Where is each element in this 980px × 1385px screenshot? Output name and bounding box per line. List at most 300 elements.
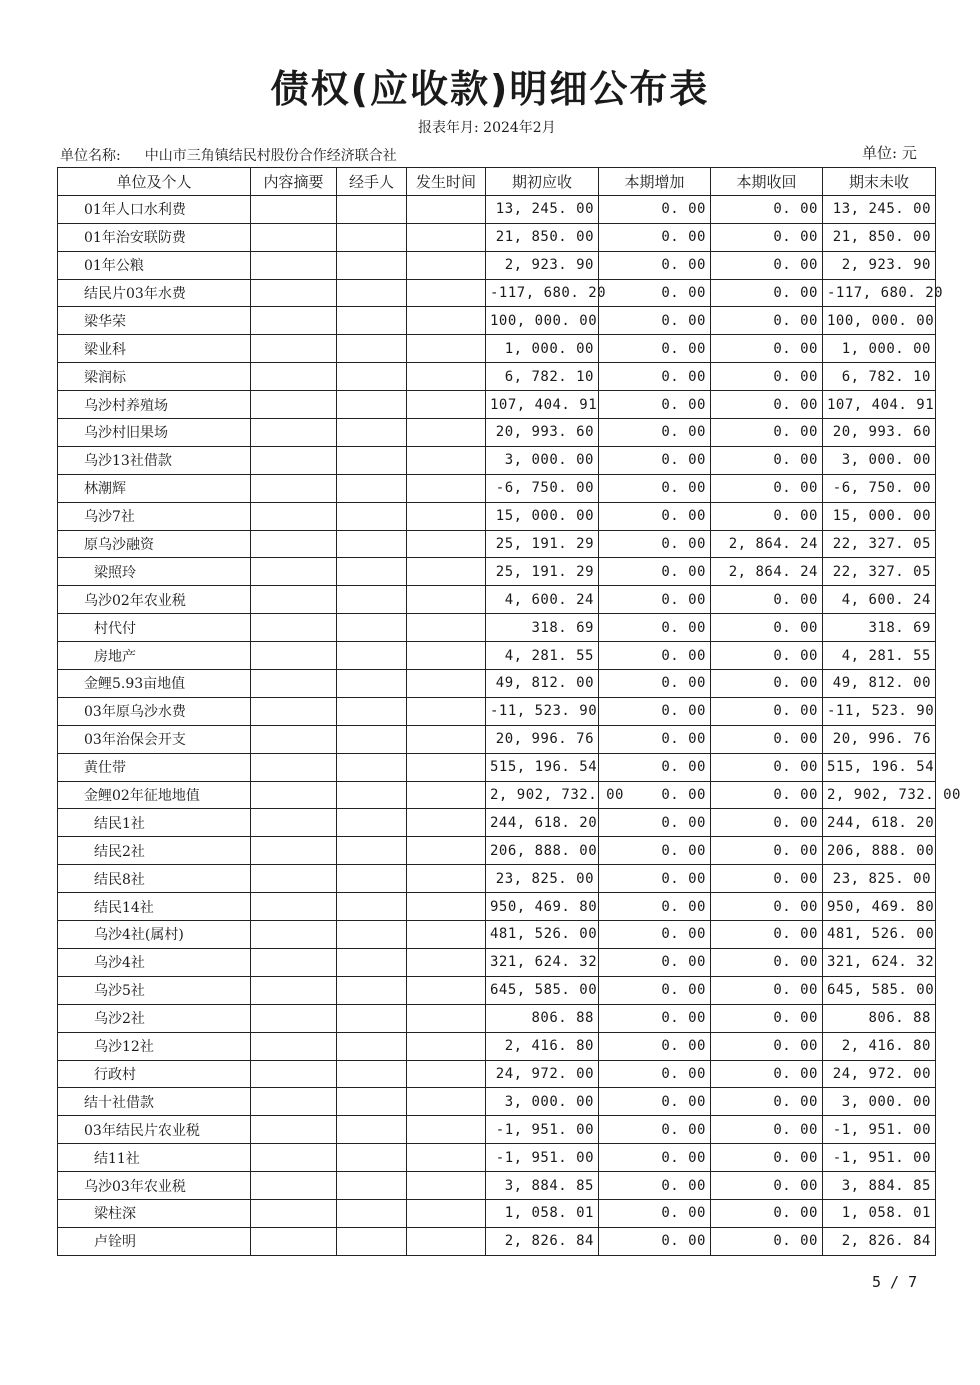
row-increase-cell: 0. 00	[599, 195, 711, 223]
row-time-cell	[407, 809, 486, 837]
table-row	[58, 837, 936, 865]
row-summary-cell	[251, 1060, 337, 1088]
row-opening-cell: 15, 000. 00	[486, 502, 599, 530]
row-closing-cell: 1, 000. 00	[823, 335, 936, 363]
row-opening-cell: 4, 600. 24	[486, 586, 599, 614]
row-handler-cell	[337, 223, 407, 251]
row-handler-cell	[337, 446, 407, 474]
row-handler-cell	[337, 335, 407, 363]
row-recovered-cell: 0. 00	[711, 893, 823, 921]
table-row	[58, 1172, 936, 1200]
row-recovered-cell: 2, 864. 24	[711, 558, 823, 586]
row-opening-cell: 20, 996. 76	[486, 725, 599, 753]
row-increase-cell: 0. 00	[599, 586, 711, 614]
row-name-cell: 03年原乌沙水费	[58, 697, 251, 725]
row-closing-cell: 49, 812. 00	[823, 670, 936, 698]
row-name-cell: 乌沙2社	[58, 1004, 251, 1032]
row-closing-cell: 1, 058. 01	[823, 1199, 936, 1227]
row-handler-cell	[337, 474, 407, 502]
row-increase-cell: 0. 00	[599, 1088, 711, 1116]
row-recovered-cell: 0. 00	[711, 1199, 823, 1227]
row-handler-cell	[337, 893, 407, 921]
row-name-cell: 乌沙村旧果场	[58, 419, 251, 447]
row-recovered-cell: 0. 00	[711, 502, 823, 530]
row-handler-cell	[337, 781, 407, 809]
row-increase-cell: 0. 00	[599, 1004, 711, 1032]
row-summary-cell	[251, 865, 337, 893]
row-increase-cell: 0. 00	[599, 223, 711, 251]
table-row	[58, 781, 936, 809]
row-time-cell	[407, 1227, 486, 1255]
row-increase-cell: 0. 00	[599, 1116, 711, 1144]
row-summary-cell	[251, 1116, 337, 1144]
row-handler-cell	[337, 976, 407, 1004]
row-closing-cell: 2, 902, 732. 00	[823, 781, 936, 809]
row-handler-cell	[337, 642, 407, 670]
column-header: 本期收回	[711, 168, 823, 196]
row-closing-cell: 806. 88	[823, 1004, 936, 1032]
row-handler-cell	[337, 279, 407, 307]
row-opening-cell: 2, 826. 84	[486, 1227, 599, 1255]
row-closing-cell: 645, 585. 00	[823, 976, 936, 1004]
row-opening-cell: 2, 902, 732. 00	[486, 781, 599, 809]
row-opening-cell: -1, 951. 00	[486, 1144, 599, 1172]
row-increase-cell: 0. 00	[599, 1060, 711, 1088]
row-summary-cell	[251, 614, 337, 642]
table-row	[58, 391, 936, 419]
table-row	[58, 195, 936, 223]
row-opening-cell: 25, 191. 29	[486, 558, 599, 586]
row-recovered-cell: 0. 00	[711, 725, 823, 753]
row-summary-cell	[251, 307, 337, 335]
row-name-cell: 结民片03年水费	[58, 279, 251, 307]
row-increase-cell: 0. 00	[599, 1227, 711, 1255]
row-opening-cell: 515, 196. 54	[486, 753, 599, 781]
row-increase-cell: 0. 00	[599, 1144, 711, 1172]
table-row	[58, 1004, 936, 1032]
row-recovered-cell: 0. 00	[711, 1004, 823, 1032]
row-recovered-cell: 0. 00	[711, 223, 823, 251]
table-row	[58, 642, 936, 670]
row-recovered-cell: 0. 00	[711, 837, 823, 865]
row-opening-cell: 23, 825. 00	[486, 865, 599, 893]
table-row	[58, 335, 936, 363]
row-opening-cell: 100, 000. 00	[486, 307, 599, 335]
row-recovered-cell: 0. 00	[711, 697, 823, 725]
page-title: 债权(应收款)明细公布表	[270, 67, 710, 111]
row-handler-cell	[337, 502, 407, 530]
row-increase-cell: 0. 00	[599, 307, 711, 335]
row-recovered-cell: 2, 864. 24	[711, 530, 823, 558]
row-name-cell: 乌沙村养殖场	[58, 391, 251, 419]
row-closing-cell: 4, 281. 55	[823, 642, 936, 670]
row-name-cell: 梁业科	[58, 335, 251, 363]
row-recovered-cell: 0. 00	[711, 753, 823, 781]
row-recovered-cell: 0. 00	[711, 391, 823, 419]
row-closing-cell: 23, 825. 00	[823, 865, 936, 893]
row-handler-cell	[337, 1060, 407, 1088]
row-opening-cell: -6, 750. 00	[486, 474, 599, 502]
row-increase-cell: 0. 00	[599, 446, 711, 474]
row-recovered-cell: 0. 00	[711, 865, 823, 893]
row-time-cell	[407, 642, 486, 670]
table-row	[58, 1088, 936, 1116]
row-handler-cell	[337, 251, 407, 279]
table-row	[58, 670, 936, 698]
row-handler-cell	[337, 1004, 407, 1032]
row-increase-cell: 0. 00	[599, 725, 711, 753]
row-closing-cell: 100, 000. 00	[823, 307, 936, 335]
row-summary-cell	[251, 642, 337, 670]
row-name-cell: 金鲤02年征地地值	[58, 781, 251, 809]
row-closing-cell: -6, 750. 00	[823, 474, 936, 502]
row-time-cell	[407, 586, 486, 614]
row-recovered-cell: 0. 00	[711, 1088, 823, 1116]
column-header: 发生时间	[407, 168, 486, 196]
table-row	[58, 419, 936, 447]
row-handler-cell	[337, 837, 407, 865]
row-increase-cell: 0. 00	[599, 279, 711, 307]
row-recovered-cell: 0. 00	[711, 921, 823, 949]
row-summary-cell	[251, 670, 337, 698]
row-summary-cell	[251, 893, 337, 921]
row-closing-cell: 318. 69	[823, 614, 936, 642]
row-time-cell	[407, 307, 486, 335]
row-time-cell	[407, 474, 486, 502]
row-time-cell	[407, 446, 486, 474]
row-handler-cell	[337, 921, 407, 949]
row-summary-cell	[251, 530, 337, 558]
row-opening-cell: 2, 923. 90	[486, 251, 599, 279]
table-row	[58, 1032, 936, 1060]
row-opening-cell: 806. 88	[486, 1004, 599, 1032]
row-closing-cell: 321, 624. 32	[823, 948, 936, 976]
row-recovered-cell: 0. 00	[711, 614, 823, 642]
row-recovered-cell: 0. 00	[711, 307, 823, 335]
row-summary-cell	[251, 335, 337, 363]
row-name-cell: 房地产	[58, 642, 251, 670]
row-name-cell: 乌沙03年农业税	[58, 1172, 251, 1200]
row-closing-cell: 22, 327. 05	[823, 558, 936, 586]
row-recovered-cell: 0. 00	[711, 1032, 823, 1060]
row-handler-cell	[337, 614, 407, 642]
table-row	[58, 948, 936, 976]
row-handler-cell	[337, 753, 407, 781]
report-date: 报表年月: 2024年2月	[418, 120, 556, 136]
table-row	[58, 697, 936, 725]
row-opening-cell: 49, 812. 00	[486, 670, 599, 698]
row-handler-cell	[337, 391, 407, 419]
row-name-cell: 01年公粮	[58, 251, 251, 279]
row-closing-cell: 20, 996. 76	[823, 725, 936, 753]
row-increase-cell: 0. 00	[599, 419, 711, 447]
row-summary-cell	[251, 781, 337, 809]
row-time-cell	[407, 1032, 486, 1060]
row-time-cell	[407, 502, 486, 530]
row-summary-cell	[251, 1088, 337, 1116]
row-increase-cell: 0. 00	[599, 809, 711, 837]
row-recovered-cell: 0. 00	[711, 642, 823, 670]
row-closing-cell: 2, 416. 80	[823, 1032, 936, 1060]
row-increase-cell: 0. 00	[599, 948, 711, 976]
row-name-cell: 乌沙02年农业税	[58, 586, 251, 614]
row-closing-cell: 515, 196. 54	[823, 753, 936, 781]
row-handler-cell	[337, 586, 407, 614]
row-opening-cell: 24, 972. 00	[486, 1060, 599, 1088]
row-opening-cell: -1, 951. 00	[486, 1116, 599, 1144]
row-increase-cell: 0. 00	[599, 474, 711, 502]
row-increase-cell: 0. 00	[599, 837, 711, 865]
row-recovered-cell: 0. 00	[711, 335, 823, 363]
row-opening-cell: 244, 618. 20	[486, 809, 599, 837]
row-closing-cell: 6, 782. 10	[823, 363, 936, 391]
row-name-cell: 原乌沙融资	[58, 530, 251, 558]
row-increase-cell: 0. 00	[599, 893, 711, 921]
row-closing-cell: -117, 680. 20	[823, 279, 936, 307]
row-name-cell: 结十社借款	[58, 1088, 251, 1116]
row-name-cell: 乌沙4社(属村)	[58, 921, 251, 949]
row-closing-cell: 481, 526. 00	[823, 921, 936, 949]
row-increase-cell: 0. 00	[599, 1172, 711, 1200]
row-name-cell: 乌沙13社借款	[58, 446, 251, 474]
row-time-cell	[407, 670, 486, 698]
row-time-cell	[407, 837, 486, 865]
row-recovered-cell: 0. 00	[711, 1144, 823, 1172]
row-handler-cell	[337, 865, 407, 893]
row-closing-cell: 4, 600. 24	[823, 586, 936, 614]
row-closing-cell: 2, 923. 90	[823, 251, 936, 279]
row-summary-cell	[251, 474, 337, 502]
row-closing-cell: 3, 000. 00	[823, 446, 936, 474]
row-summary-cell	[251, 558, 337, 586]
table-row	[58, 530, 936, 558]
row-increase-cell: 0. 00	[599, 335, 711, 363]
row-recovered-cell: 0. 00	[711, 809, 823, 837]
table-row	[58, 1199, 936, 1227]
row-name-cell: 金鲤5.93亩地值	[58, 670, 251, 698]
table-row	[58, 474, 936, 502]
row-summary-cell	[251, 1004, 337, 1032]
row-summary-cell	[251, 697, 337, 725]
row-handler-cell	[337, 1032, 407, 1060]
row-closing-cell: 107, 404. 91	[823, 391, 936, 419]
row-recovered-cell: 0. 00	[711, 446, 823, 474]
row-summary-cell	[251, 586, 337, 614]
row-name-cell: 01年治安联防费	[58, 223, 251, 251]
row-time-cell	[407, 530, 486, 558]
row-name-cell: 乌沙7社	[58, 502, 251, 530]
row-recovered-cell: 0. 00	[711, 948, 823, 976]
row-time-cell	[407, 195, 486, 223]
row-name-cell: 卢铨明	[58, 1227, 251, 1255]
row-summary-cell	[251, 1144, 337, 1172]
row-increase-cell: 0. 00	[599, 363, 711, 391]
row-name-cell: 梁柱深	[58, 1199, 251, 1227]
row-name-cell: 结民2社	[58, 837, 251, 865]
row-opening-cell: 3, 000. 00	[486, 446, 599, 474]
row-time-cell	[407, 893, 486, 921]
table-row	[58, 558, 936, 586]
table-row	[58, 223, 936, 251]
row-time-cell	[407, 1060, 486, 1088]
row-recovered-cell: 0. 00	[711, 1227, 823, 1255]
row-increase-cell: 0. 00	[599, 976, 711, 1004]
row-name-cell: 乌沙4社	[58, 948, 251, 976]
row-name-cell: 结11社	[58, 1144, 251, 1172]
row-increase-cell: 0. 00	[599, 530, 711, 558]
row-time-cell	[407, 1199, 486, 1227]
row-handler-cell	[337, 1116, 407, 1144]
row-closing-cell: 21, 850. 00	[823, 223, 936, 251]
row-recovered-cell: 0. 00	[711, 363, 823, 391]
row-recovered-cell: 0. 00	[711, 1060, 823, 1088]
row-closing-cell: 950, 469. 80	[823, 893, 936, 921]
row-opening-cell: 3, 000. 00	[486, 1088, 599, 1116]
row-opening-cell: 107, 404. 91	[486, 391, 599, 419]
row-time-cell	[407, 1088, 486, 1116]
row-handler-cell	[337, 1227, 407, 1255]
row-closing-cell: 15, 000. 00	[823, 502, 936, 530]
row-opening-cell: -117, 680. 20	[486, 279, 599, 307]
row-opening-cell: -11, 523. 90	[486, 697, 599, 725]
row-closing-cell: 13, 245. 00	[823, 195, 936, 223]
row-summary-cell	[251, 279, 337, 307]
row-opening-cell: 25, 191. 29	[486, 530, 599, 558]
row-recovered-cell: 0. 00	[711, 251, 823, 279]
row-handler-cell	[337, 307, 407, 335]
column-header: 内容摘要	[251, 168, 337, 196]
table-row	[58, 809, 936, 837]
row-name-cell: 行政村	[58, 1060, 251, 1088]
row-summary-cell	[251, 1227, 337, 1255]
row-closing-cell: 244, 618. 20	[823, 809, 936, 837]
row-recovered-cell: 0. 00	[711, 670, 823, 698]
row-time-cell	[407, 921, 486, 949]
table-row	[58, 1227, 936, 1255]
row-increase-cell: 0. 00	[599, 670, 711, 698]
row-summary-cell	[251, 223, 337, 251]
table-row	[58, 363, 936, 391]
row-opening-cell: 2, 416. 80	[486, 1032, 599, 1060]
row-opening-cell: 206, 888. 00	[486, 837, 599, 865]
row-increase-cell: 0. 00	[599, 614, 711, 642]
table-row	[58, 893, 936, 921]
row-closing-cell: 206, 888. 00	[823, 837, 936, 865]
row-time-cell	[407, 558, 486, 586]
row-name-cell: 梁照玲	[58, 558, 251, 586]
table-row	[58, 446, 936, 474]
row-recovered-cell: 0. 00	[711, 279, 823, 307]
row-name-cell: 结民14社	[58, 893, 251, 921]
row-closing-cell: 2, 826. 84	[823, 1227, 936, 1255]
row-time-cell	[407, 948, 486, 976]
row-opening-cell: 13, 245. 00	[486, 195, 599, 223]
row-recovered-cell: 0. 00	[711, 586, 823, 614]
row-increase-cell: 0. 00	[599, 921, 711, 949]
row-time-cell	[407, 697, 486, 725]
column-header: 经手人	[337, 168, 407, 196]
row-name-cell: 03年结民片农业税	[58, 1116, 251, 1144]
row-opening-cell: 4, 281. 55	[486, 642, 599, 670]
row-opening-cell: 3, 884. 85	[486, 1172, 599, 1200]
column-header: 本期增加	[599, 168, 711, 196]
table-row	[58, 725, 936, 753]
row-recovered-cell: 0. 00	[711, 1116, 823, 1144]
row-opening-cell: 6, 782. 10	[486, 363, 599, 391]
row-time-cell	[407, 976, 486, 1004]
row-summary-cell	[251, 391, 337, 419]
row-handler-cell	[337, 1144, 407, 1172]
row-time-cell	[407, 753, 486, 781]
row-time-cell	[407, 1144, 486, 1172]
unit-name	[60, 145, 397, 165]
row-time-cell	[407, 1004, 486, 1032]
column-header: 期末未收	[823, 168, 936, 196]
row-time-cell	[407, 1116, 486, 1144]
row-handler-cell	[337, 809, 407, 837]
row-name-cell: 01年人口水利费	[58, 195, 251, 223]
unit-name-label: 单位名称:	[60, 148, 121, 164]
row-name-cell: 乌沙12社	[58, 1032, 251, 1060]
table-row	[58, 502, 936, 530]
row-time-cell	[407, 363, 486, 391]
row-summary-cell	[251, 502, 337, 530]
row-opening-cell: 1, 000. 00	[486, 335, 599, 363]
row-time-cell	[407, 1172, 486, 1200]
row-name-cell: 村代付	[58, 614, 251, 642]
row-summary-cell	[251, 251, 337, 279]
row-handler-cell	[337, 948, 407, 976]
row-summary-cell	[251, 948, 337, 976]
row-increase-cell: 0. 00	[599, 642, 711, 670]
row-closing-cell: 20, 993. 60	[823, 419, 936, 447]
row-summary-cell	[251, 363, 337, 391]
row-increase-cell: 0. 00	[599, 1032, 711, 1060]
row-time-cell	[407, 391, 486, 419]
row-summary-cell	[251, 725, 337, 753]
currency-unit: 单位: 元	[862, 144, 917, 162]
row-closing-cell: -1, 951. 00	[823, 1144, 936, 1172]
row-summary-cell	[251, 446, 337, 474]
table-header-row	[58, 168, 936, 196]
row-time-cell	[407, 279, 486, 307]
row-closing-cell: -11, 523. 90	[823, 697, 936, 725]
row-increase-cell: 0. 00	[599, 697, 711, 725]
row-handler-cell	[337, 1172, 407, 1200]
row-increase-cell: 0. 00	[599, 865, 711, 893]
row-increase-cell: 0. 00	[599, 781, 711, 809]
row-recovered-cell: 0. 00	[711, 976, 823, 1004]
row-handler-cell	[337, 195, 407, 223]
row-handler-cell	[337, 558, 407, 586]
row-recovered-cell: 0. 00	[711, 195, 823, 223]
row-name-cell: 林潮辉	[58, 474, 251, 502]
row-increase-cell: 0. 00	[599, 558, 711, 586]
row-opening-cell: 20, 993. 60	[486, 419, 599, 447]
page-number: 5 / 7	[872, 1273, 918, 1291]
unit-name-value: 中山市三角镇结民村股份合作经济联合社	[144, 148, 397, 164]
row-summary-cell	[251, 419, 337, 447]
row-closing-cell: 24, 972. 00	[823, 1060, 936, 1088]
row-summary-cell	[251, 1172, 337, 1200]
table-row	[58, 586, 936, 614]
row-recovered-cell: 0. 00	[711, 781, 823, 809]
row-summary-cell	[251, 809, 337, 837]
row-time-cell	[407, 781, 486, 809]
table-row	[58, 614, 936, 642]
row-opening-cell: 481, 526. 00	[486, 921, 599, 949]
table-row	[58, 921, 936, 949]
